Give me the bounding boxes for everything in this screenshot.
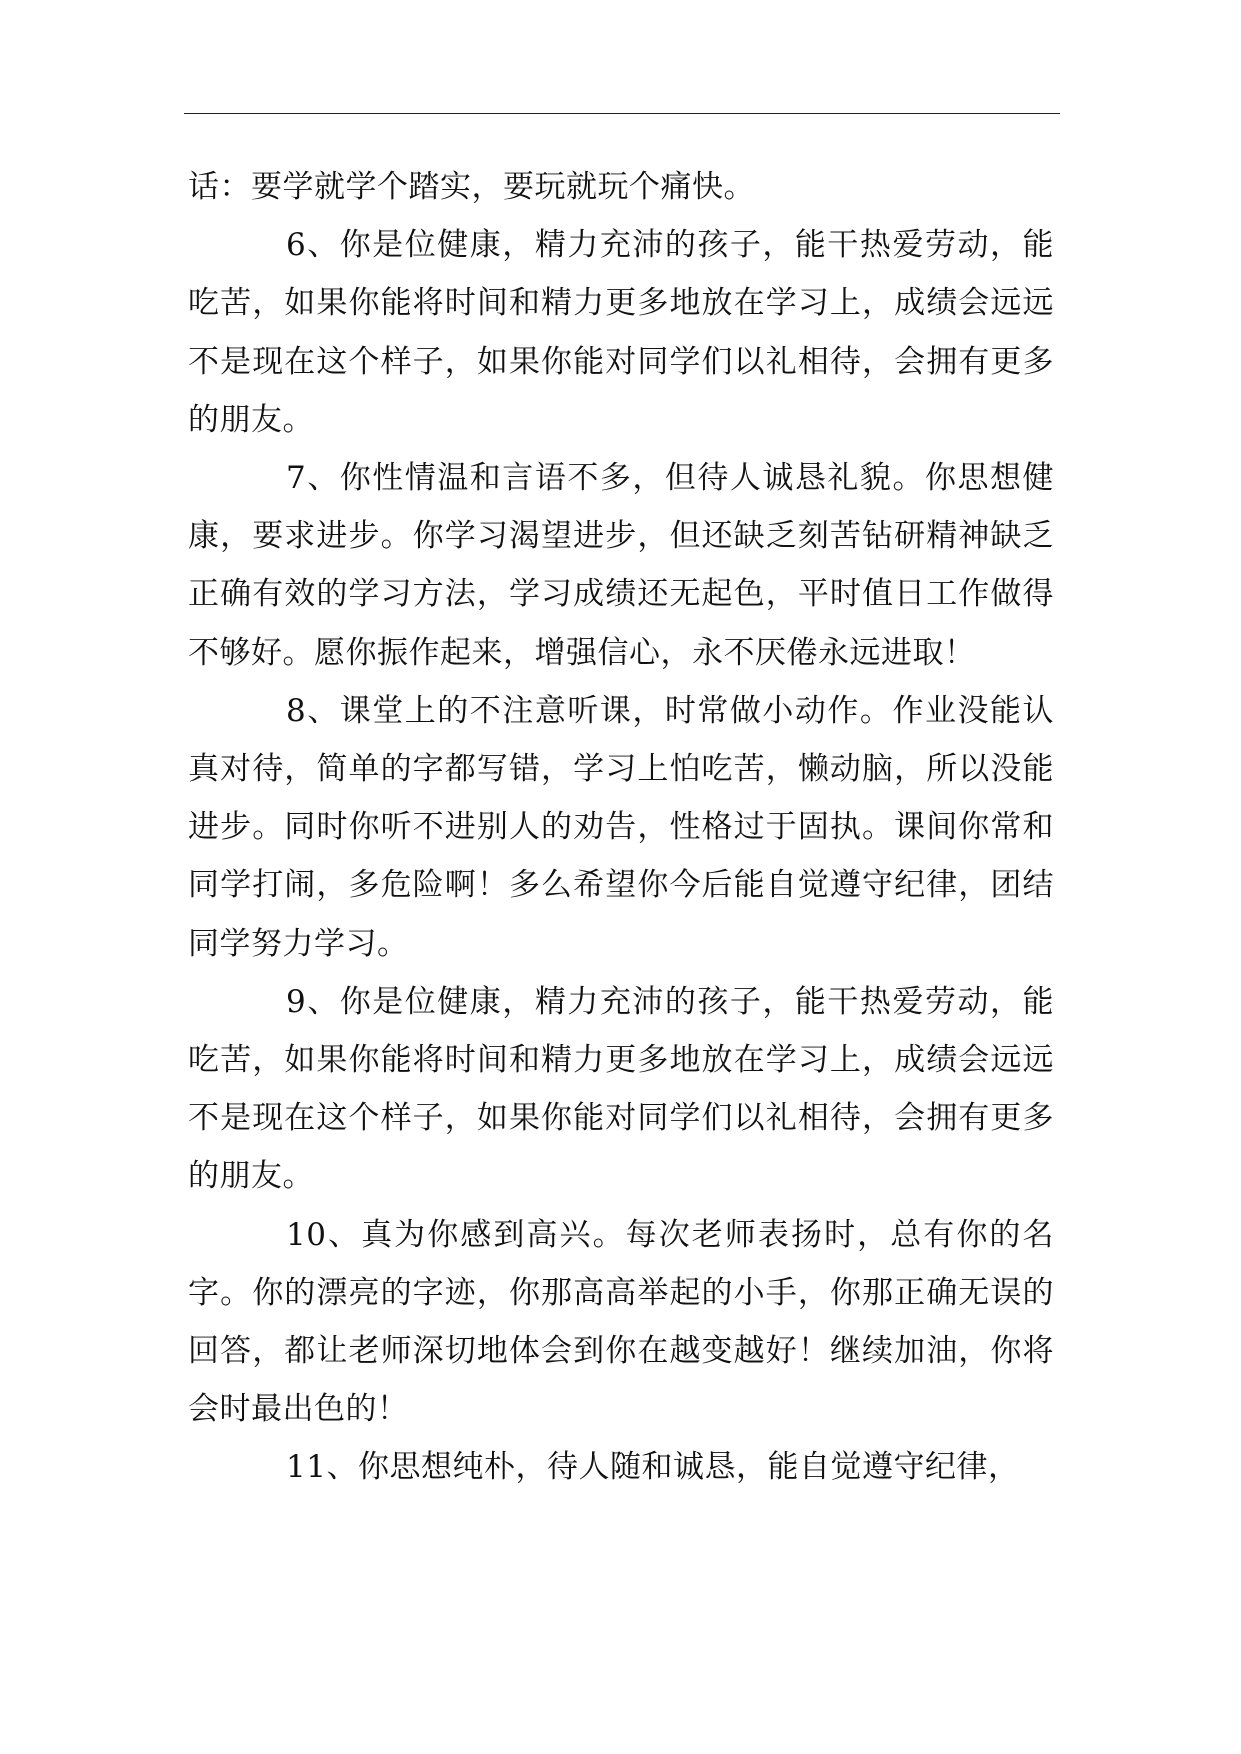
comment-7: 7、你性情温和言语不多，但待人诚恳礼貌。你思想健康，要求进步。你学习渴望进步，但还缺乏刻苦钻研精神缺乏正确有效的学习方法，学习成绩还无起色，平时值日工作做得不够好。愿你振作起来，增强信心，永不厌倦永远进取！ [188,460,1054,671]
comment-9: 9、你是位健康，精力充沛的孩子，能干热爱劳动，能吃苦，如果你能将时间和精力更多地放在学习上，成绩会远远不是现在这个样子，如果你能对同学们以礼相待，会拥有更多的朋友。 [188,983,1054,1195]
comment-8: 8、课堂上的不注意听课，时常做小动作。作业没能认真对待，简单的字都写错，学习上怕吃苦，懒动脑，所以没能进步。同时你听不进别人的劝告，性格过于固执。课间你常和同学打闹，多危险啊！多么希望你今后能自觉遵守纪律，团结同学努力学习。 [188,692,1054,962]
comment-10: 10、真为你感到高兴。每次老师表扬时，总有你的名字。你的漂亮的字迹，你那高高举起的小手，你那正确无误的回答，都让老师深切地体会到你在越变越好！继续加油，你将会时最出色的！ [188,1216,1054,1428]
paragraph-continuation: 话：要学就学个踏实，要玩就玩个痛快。 [188,169,755,205]
comment-11: 11、你思想纯朴，待人随和诚恳，能自觉遵守纪律， [286,1449,1020,1486]
comment-6: 6、你是位健康，精力充沛的孩子，能干热爱劳动，能吃苦，如果你能将时间和精力更多地放在学习上，成绩会远远不是现在这个样子，如果你能对同学们以礼相待，会拥有更多的朋友。 [188,227,1054,438]
body-text [188,158,1054,1497]
header-rule [184,113,1060,114]
